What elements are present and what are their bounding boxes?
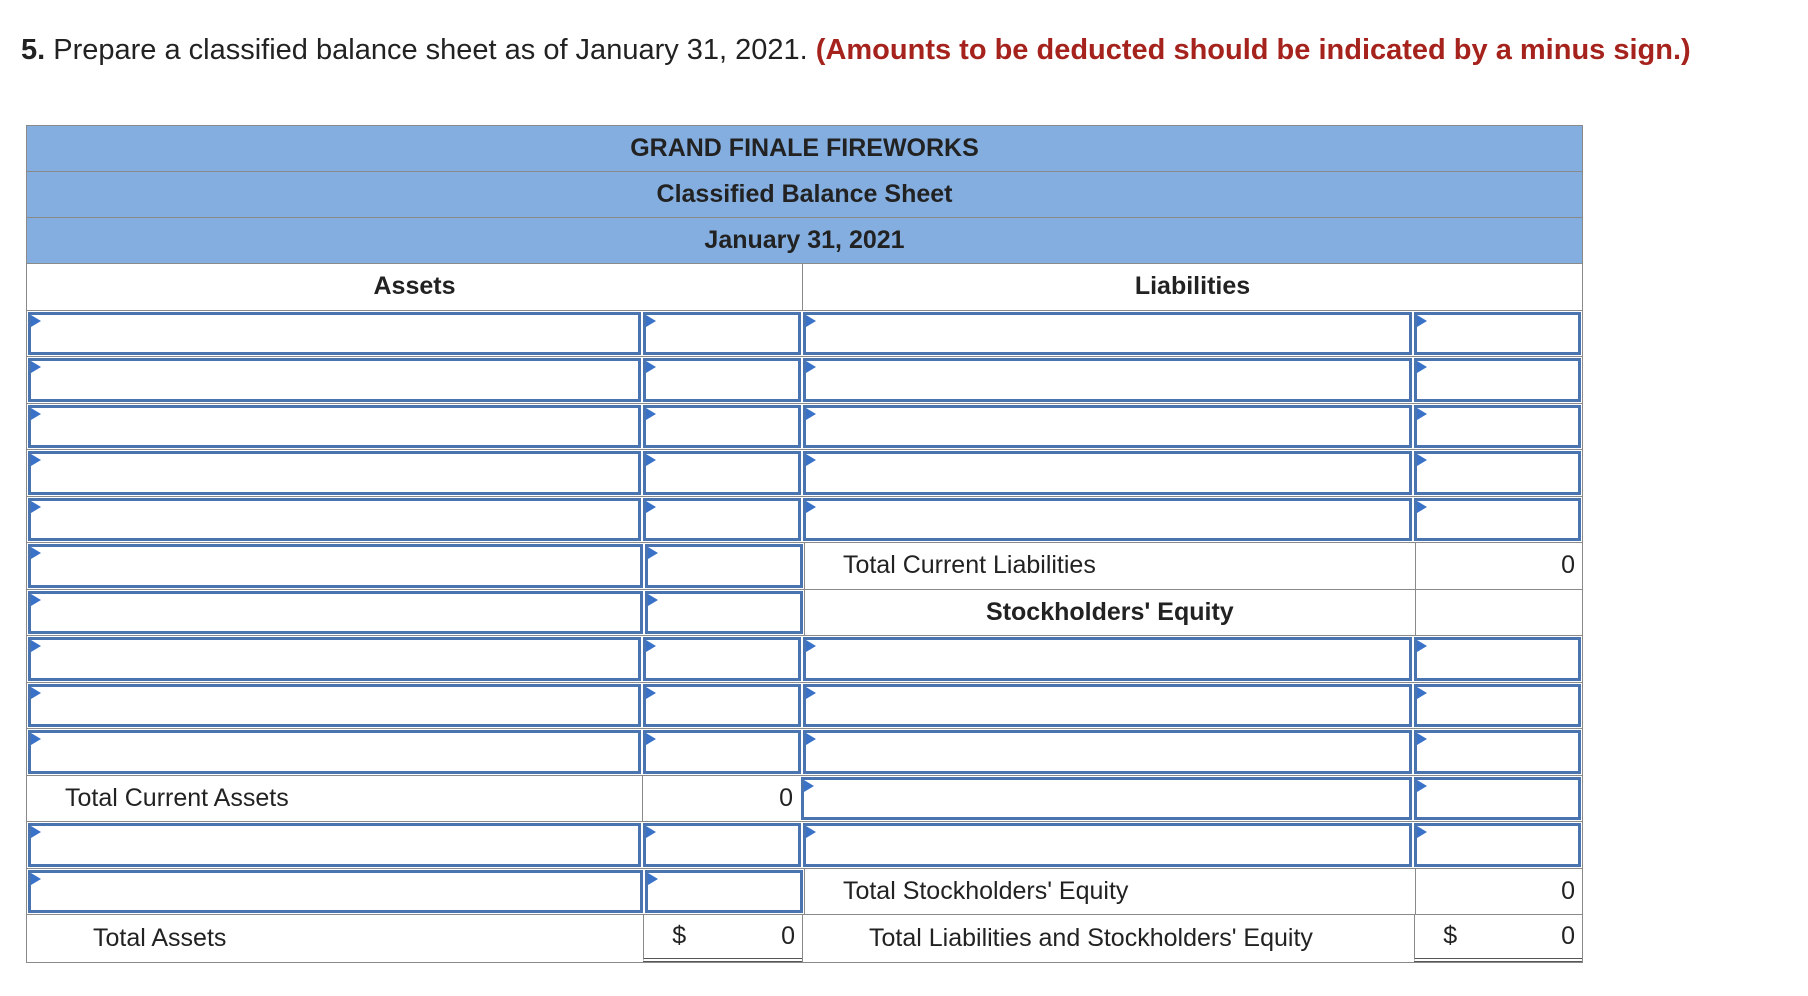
balance-sheet	[26, 125, 1583, 963]
total-current-liabilities-label: Total Current Liabilities	[804, 543, 1415, 589]
liability-amount-input[interactable]	[1414, 405, 1581, 449]
table-row	[27, 497, 1582, 544]
stockholders-equity-heading: Stockholders' Equity	[804, 590, 1415, 636]
total-current-assets-value: 0	[642, 776, 800, 822]
table-row	[27, 543, 1582, 590]
table-row	[27, 822, 1582, 869]
asset-account-dropdown[interactable]	[28, 684, 641, 728]
table-row	[27, 869, 1582, 916]
equity-account-dropdown[interactable]	[803, 730, 1412, 774]
equity-amount-input[interactable]	[1414, 777, 1581, 821]
asset-account-dropdown[interactable]	[28, 823, 641, 867]
table-row	[27, 357, 1582, 404]
total-liab-equity-value: 0	[1561, 921, 1575, 950]
equity-amount-input[interactable]	[1414, 684, 1581, 728]
statement-title: Classified Balance Sheet	[27, 172, 1582, 218]
total-assets-value: 0	[781, 921, 795, 950]
table-row	[27, 683, 1582, 730]
table-row	[27, 915, 1582, 962]
asset-amount-input[interactable]	[643, 730, 801, 774]
asset-amount-input[interactable]	[645, 544, 803, 588]
table-row	[27, 450, 1582, 497]
asset-amount-input[interactable]	[643, 684, 801, 728]
instruction-text: Prepare a classified balance sheet as of January 31, 2021.	[53, 34, 808, 66]
question-number: 5.	[21, 34, 46, 66]
asset-account-dropdown[interactable]	[28, 730, 641, 774]
liability-account-dropdown[interactable]	[803, 498, 1412, 542]
assets-heading: Assets	[373, 272, 456, 301]
table-row	[27, 729, 1582, 776]
asset-account-dropdown[interactable]	[28, 498, 641, 542]
equity-account-dropdown[interactable]	[801, 777, 1412, 821]
liability-account-dropdown[interactable]	[803, 451, 1412, 495]
equity-account-dropdown[interactable]	[803, 637, 1412, 681]
company-name: GRAND FINALE FIREWORKS	[27, 126, 1582, 172]
total-liab-equity-label: Total Liabilities and Stockholders' Equity	[802, 915, 1414, 962]
liabilities-heading: Liabilities	[802, 264, 1582, 310]
asset-amount-input[interactable]	[643, 823, 801, 867]
asset-amount-input[interactable]	[643, 451, 801, 495]
liability-amount-input[interactable]	[1414, 451, 1581, 495]
asset-amount-input[interactable]	[645, 870, 803, 914]
column-header-row	[27, 264, 1582, 311]
instruction	[21, 34, 1691, 67]
equity-account-dropdown[interactable]	[803, 684, 1412, 728]
asset-account-dropdown[interactable]	[28, 870, 643, 914]
asset-account-dropdown[interactable]	[28, 591, 643, 635]
empty-cell	[1415, 590, 1582, 636]
asset-amount-input[interactable]	[643, 358, 801, 402]
asset-amount-input[interactable]	[643, 312, 801, 356]
asset-amount-input[interactable]	[643, 405, 801, 449]
liability-account-dropdown[interactable]	[803, 405, 1412, 449]
statement-date: January 31, 2021	[27, 218, 1582, 264]
currency-symbol: $	[1443, 921, 1458, 950]
total-assets-cell	[643, 915, 802, 962]
total-assets-label: Total Assets	[93, 923, 227, 952]
liability-amount-input[interactable]	[1414, 312, 1581, 356]
asset-amount-input[interactable]	[645, 591, 803, 635]
table-row	[27, 636, 1582, 683]
total-stockholders-equity-value: 0	[1415, 869, 1582, 915]
asset-account-dropdown[interactable]	[28, 312, 641, 356]
asset-account-dropdown[interactable]	[28, 544, 643, 588]
asset-account-dropdown[interactable]	[28, 451, 641, 495]
equity-amount-input[interactable]	[1414, 730, 1581, 774]
equity-amount-input[interactable]	[1414, 823, 1581, 867]
equity-amount-input[interactable]	[1414, 637, 1581, 681]
total-current-liabilities-value: 0	[1415, 543, 1582, 589]
asset-account-dropdown[interactable]	[28, 637, 641, 681]
total-liab-equity-cell	[1414, 915, 1582, 962]
currency-symbol: $	[672, 921, 687, 950]
table-row	[27, 311, 1582, 358]
liability-account-dropdown[interactable]	[803, 358, 1412, 402]
asset-account-dropdown[interactable]	[28, 405, 641, 449]
total-stockholders-equity-label: Total Stockholders' Equity	[804, 869, 1415, 915]
liability-amount-input[interactable]	[1414, 358, 1581, 402]
asset-amount-input[interactable]	[643, 637, 801, 681]
liability-account-dropdown[interactable]	[803, 312, 1412, 356]
asset-account-dropdown[interactable]	[28, 358, 641, 402]
equity-account-dropdown[interactable]	[803, 823, 1412, 867]
instruction-note: (Amounts to be deducted should be indicated by a minus sign.)	[815, 34, 1691, 66]
total-current-assets-label: Total Current Assets	[65, 783, 289, 812]
liability-amount-input[interactable]	[1414, 498, 1581, 542]
table-row	[27, 776, 1582, 823]
table-row	[27, 404, 1582, 451]
table-row	[27, 590, 1582, 637]
asset-amount-input[interactable]	[643, 498, 801, 542]
